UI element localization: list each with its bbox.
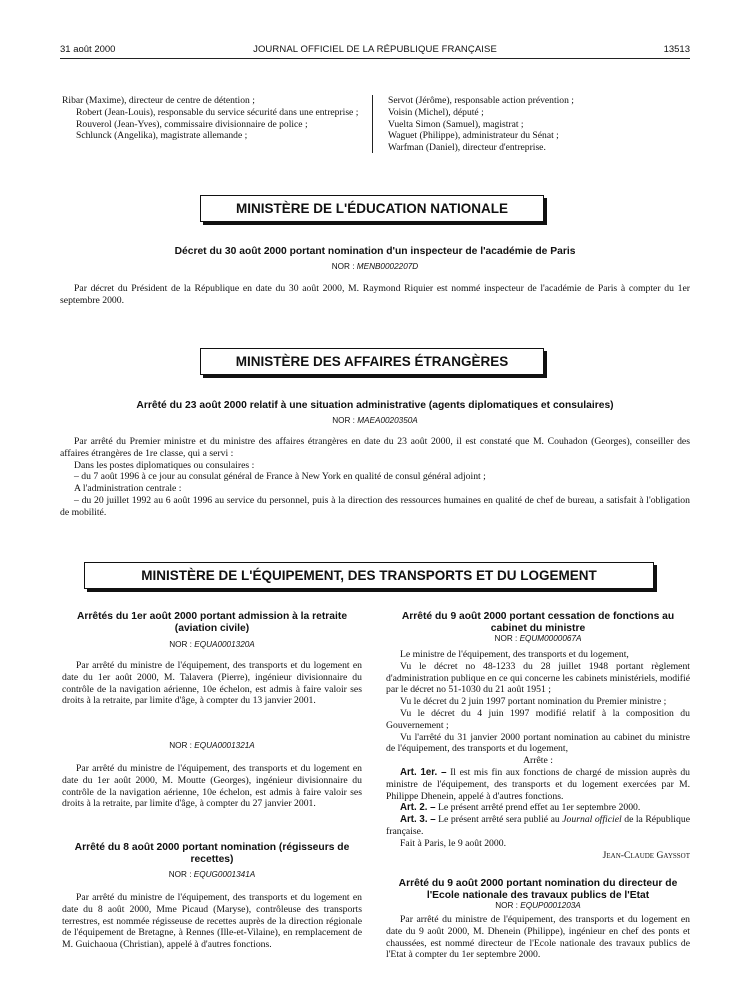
decree-body: Par arrêté du ministre de l'équipement, des transports et du logement en date du 8 août 2000, Mme Picaud (Maryse), contrôleuse des transports terrestres, est nommée régisseuse de recettes auprès de la direction régionale de l'équipement de Bretagne, à Rennes (Ille-et-Vilaine), en remplacement de M. Guichaoua (Christian), appelé à d'autres fonctions. (62, 892, 362, 951)
list-item: Voisin (Michel), député ; (388, 106, 484, 118)
ministry-heading-foreign-affairs: MINISTÈRE DES AFFAIRES ÉTRANGÈRES (200, 348, 544, 375)
header-date: 31 août 2000 (60, 44, 116, 55)
list-item: Vuelta Simon (Samuel), magistrat ; (388, 118, 524, 130)
article-1: Art. 1er. – Il est mis fin aux fonctions de chargé de mission auprès du ministre de l'équipement, des transports et du logement exercées par M. Philippe Dhenein, appelé à d'autres fonctions. (386, 766, 691, 802)
decree-body: Le ministre de l'équipement, des transports et du logement, Vu le décret no 48-1233 du 28 juillet 1948 portant règlement d'administration publique en ce qui concerne les cabinets ministériels, modifié par le décret no 51-1030 du 21 août 1951 ; Vu le décret du 2 juin 1997 portant nomination du Premier ministre ; Vu le décret du 4 juin 1997 modifié relatif à la composition du Gouvernement ; Vu l'arrêté du 31 janvier 2000 portant nomination au cabinet du ministre de l'équipement, des transports et du logement, Arrête : Art. 1er. – Il est mis fin aux fonctions de chargé de mission auprès du ministre de l'équipement, des transports et du logement exercées par M. Philippe Dhenein, appelé à d'autres fonctions. Art. 2. – Le présent arrêté prend effet au 1er septembre 2000. Art. 3. – Le présent arrêté sera publié au Journal officiel de la République française. Fait à Paris, le 9 août 2000. Jean-Claude Gayssot (386, 649, 691, 861)
list-item: Schlunck (Angelika), magistrate allemande ; (76, 130, 248, 142)
top-list-left (62, 95, 362, 142)
decree-title: Arrêté du 9 août 2000 portant cessation de fonctions au cabinet du ministre (401, 611, 675, 634)
column-divider (372, 95, 373, 153)
nor-reference: NOR : MENB0002207D (331, 262, 419, 271)
decree-body: Par arrêté du ministre de l'équipement, des transports et du logement en date du 1er août 2000, M. Talavera (Pierre), ingénieur divisionnaire du contrôle de la navigation aérienne, 10e échelon, est admis à faire valoir ses droits à la retraite, par limite d'âge, à compter du 13 janvier 2001. (62, 660, 362, 707)
list-item: Waguet (Philippe), administrateur du Sénat ; (388, 130, 559, 142)
list-item: Servot (Jérôme), responsable action prévention ; (388, 95, 574, 106)
decree-title: Arrêté du 23 août 2000 relatif à une situation administrative (agents diplomatiques et consulaires) (136, 400, 614, 411)
decree-body: Par décret du Président de la République en date du 30 août 2000, M. Raymond Riquier est nommé inspecteur de l'académie de Paris à compter du 1er septembre 2000. (60, 283, 690, 306)
journal-title: JOURNAL OFFICIEL DE LA RÉPUBLIQUE FRANÇAISE (253, 44, 497, 55)
done-at: Fait à Paris, le 9 août 2000. (400, 837, 507, 849)
list-item: Rouverol (Jean-Yves), commissaire divisionnaire de police ; (76, 118, 308, 130)
nor-reference: NOR : EQUA0001320A (169, 640, 255, 649)
list-item: Warfman (Daniel), directeur d'entreprise. (388, 142, 546, 154)
nor-reference: NOR : MAEA0020350A (332, 416, 418, 425)
decree-title: Arrêtés du 1er août 2000 portant admission à la retraite (aviation civile) (76, 611, 348, 634)
list-item: Ribar (Maxime), directeur de centre de détention ; (62, 95, 255, 106)
signature: Jean-Claude Gayssot (602, 849, 690, 861)
arrete-label: Arrête : (523, 755, 553, 767)
nor-reference: NOR : EQUG0001341A (168, 870, 256, 879)
decree-body: Par arrêté du Premier ministre et du ministre des affaires étrangères en date du 23 août 2000, il est constaté que M. Couhadon (Georges), conseiller des affaires étrangères de 1re classe, qui a servi : Dans les postes diplomatiques ou consulaires : – du 7 août 1996 à ce jour au consulat général de France à New York en qualité de consul général adjoint ; A l'administration centrale : – du 20 juillet 1992 au 6 août 1996 au service du personnel, puis à la direction des ressources humaines en qualité de chef de bureau, a satisfait à l'obligation de mobilité. (60, 436, 690, 518)
ministry-heading-equipment: MINISTÈRE DE L'ÉQUIPEMENT, DES TRANSPORTS ET DU LOGEMENT (84, 562, 654, 589)
decree-body: Par arrêté du ministre de l'équipement, des transports et du logement en date du 9 août 2000, M. Dhenein (Philippe), ingénieur en chef des ponts et chaussées, est nommé directeur de l'Ecole nationale des travaux publics de l'Etat à compter du 1er septembre 2000. (386, 914, 690, 961)
list-item: Robert (Jean-Louis), responsable du service sécurité dans une entreprise ; (76, 106, 359, 118)
decree-body: Par arrêté du ministre de l'équipement, des transports et du logement en date du 1er août 2000, M. Moutte (Georges), ingénieur divisionnaire du contrôle de la navigation aérienne, 10e échelon, est admis à faire valoir ses droits à la retraite, par limite d'âge, à compter du 27 janvier 2001. (62, 763, 362, 810)
nor-reference: NOR : EQUM0000067A (494, 634, 582, 643)
decree-title: Arrêté du 9 août 2000 portant nomination du directeur de l'Ecole nationale des travaux publics de l'Etat (398, 878, 678, 901)
ministry-heading-education: MINISTÈRE DE L'ÉDUCATION NATIONALE (200, 195, 544, 222)
decree-title: Décret du 30 août 2000 portant nomination d'un inspecteur de l'académie de Paris (174, 246, 576, 257)
nor-reference: NOR : EQUP0001203A (495, 901, 581, 910)
decree-title: Arrêté du 8 août 2000 portant nomination (régisseurs de recettes) (74, 842, 350, 865)
top-list-right (388, 95, 688, 154)
page-header (60, 44, 690, 59)
article-2: Art. 2. – Le présent arrêté prend effet au 1er septembre 2000. (400, 802, 641, 814)
article-3: Art. 3. – Le présent arrêté sera publié au Journal officiel de la République française. (386, 814, 690, 837)
nor-reference: NOR : EQUA0001321A (169, 741, 255, 750)
page-number: 13513 (663, 44, 690, 55)
